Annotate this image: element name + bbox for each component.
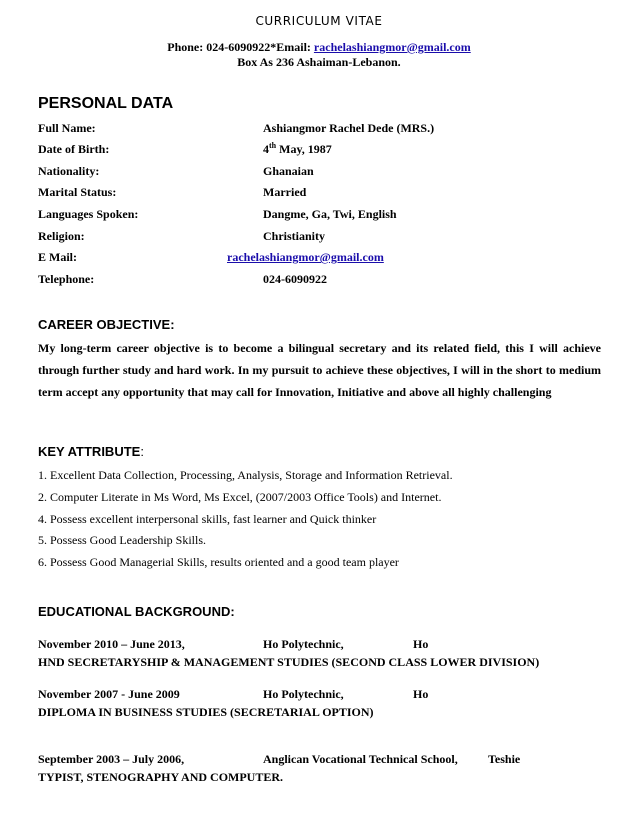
attribute-item: 2. Computer Literate in Ms Word, Ms Excel, (2007/2003 Office Tools) and Internet. bbox=[38, 490, 442, 504]
education-school: Ho Polytechnic, bbox=[263, 687, 344, 701]
nationality-label: Nationality: bbox=[38, 164, 100, 178]
contact-line bbox=[0, 40, 638, 55]
education-school: Anglican Vocational Technical School, bbox=[263, 752, 458, 766]
address-line: Box As 236 Ashaiman-Lebanon. bbox=[237, 55, 401, 69]
marital-value: Married bbox=[263, 185, 307, 199]
attribute-item: 4. Possess excellent interpersonal skills, fast learner and Quick thinker bbox=[38, 512, 377, 526]
header-email-link[interactable]: rachelashiangmor@gmail.com bbox=[313, 40, 471, 54]
religion-label: Religion: bbox=[38, 229, 85, 243]
attribute-item: 5. Possess Good Leadership Skills. bbox=[38, 533, 206, 547]
full-name-value: Ashiangmor Rachel Dede (MRS.) bbox=[263, 121, 435, 135]
personal-data-heading: PERSONAL DATA bbox=[38, 95, 174, 112]
key-attribute-heading: KEY ATTRIBUTE: bbox=[38, 444, 144, 459]
education-period: November 2010 – June 2013, bbox=[38, 637, 185, 651]
education-course: DIPLOMA IN BUSINESS STUDIES (SECRETARIAL OPTION) bbox=[38, 705, 374, 719]
telephone-label: Telephone: bbox=[38, 272, 95, 286]
phone-text: Phone: 024-6090922*Email: bbox=[167, 40, 314, 54]
email-link[interactable]: rachelashiangmor@gmail.com bbox=[227, 250, 384, 264]
marital-row bbox=[38, 185, 608, 203]
education-place: Ho bbox=[413, 637, 429, 651]
education-entry-row bbox=[38, 637, 608, 655]
religion-row bbox=[38, 229, 608, 247]
career-objective-text: My long-term career objective is to become a bilingual secretary and its related field, this I will achieve through further study and hard work. In my pursuit to achieve these objectives, I will in the short to medium term accept any opportunity that may call for Innovation, Initiative and above all highly challenging bbox=[38, 341, 601, 399]
religion-value: Christianity bbox=[263, 229, 326, 243]
nationality-value: Ghanaian bbox=[263, 164, 314, 178]
education-school: Ho Polytechnic, bbox=[263, 637, 344, 651]
attribute-item: 6. Possess Good Managerial Skills, results oriented and a good team player bbox=[38, 555, 399, 569]
attribute-item: 1. Excellent Data Collection, Processing, Analysis, Storage and Information Retrieval. bbox=[38, 468, 453, 482]
nationality-row bbox=[38, 164, 608, 182]
marital-label: Marital Status: bbox=[38, 185, 117, 199]
email-label: E Mail: bbox=[38, 250, 77, 264]
education-course: TYPIST, STENOGRAPHY AND COMPUTER. bbox=[38, 770, 284, 784]
education-place: Ho bbox=[413, 687, 429, 701]
education-period: November 2007 - June 2009 bbox=[38, 687, 180, 701]
languages-row bbox=[38, 207, 608, 225]
email-row bbox=[38, 250, 608, 268]
languages-label: Languages Spoken: bbox=[38, 207, 139, 221]
languages-value: Dangme, Ga, Twi, English bbox=[263, 207, 397, 221]
education-entry-row bbox=[38, 687, 608, 705]
document-title: CURRICULUM VITAE bbox=[255, 14, 383, 28]
educational-background-heading: EDUCATIONAL BACKGROUND: bbox=[38, 604, 235, 619]
dob-row bbox=[38, 142, 608, 160]
education-place: Teshie bbox=[488, 752, 521, 766]
education-entry-row bbox=[38, 752, 608, 770]
telephone-row bbox=[38, 272, 608, 290]
dob-value: 4th May, 1987 bbox=[263, 141, 332, 156]
full-name-label: Full Name: bbox=[38, 121, 96, 135]
full-name-row bbox=[38, 121, 608, 139]
telephone-value: 024-6090922 bbox=[263, 272, 327, 286]
education-course: HND SECRETARYSHIP & MANAGEMENT STUDIES (SECOND CLASS LOWER DIVISION) bbox=[38, 655, 540, 669]
dob-label: Date of Birth: bbox=[38, 142, 110, 156]
education-period: September 2003 – July 2006, bbox=[38, 752, 185, 766]
career-objective-heading: CAREER OBJECTIVE: bbox=[38, 317, 175, 332]
